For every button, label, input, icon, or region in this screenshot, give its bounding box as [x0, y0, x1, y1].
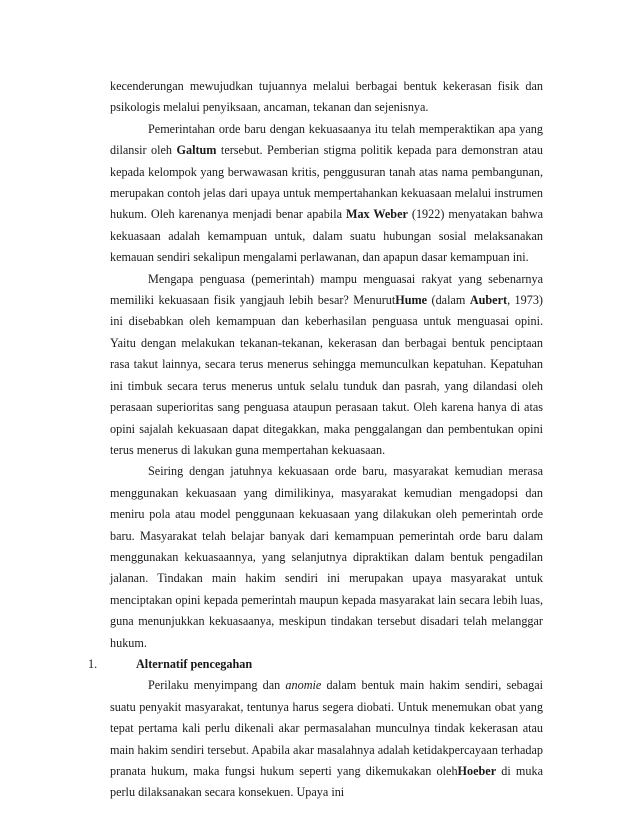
text-run: di muka perlu dilaksanakan secara konsekuen. Upaya ini: [110, 764, 544, 800]
paragraph: [110, 675, 543, 803]
body-text: [110, 76, 543, 654]
text-run: Perilaku menyimpang dan: [148, 678, 286, 693]
text-run: , 1973) ini disebabkan oleh kemampuan dan keberhasilan penguasa untuk menguasai opini. Yaitu dengan melakukan tekanan-tekanan, kekerasan dan berbagai bentuk penciptaan rasa takut lainnya, secara terus menerus sehingga memunculkan kepatuhan. Kepatuhan ini timbuk secara terus menerus untuk selalu tunduk dan pasrah, yang dilandasi oleh perasaan superioritas sang penguasa ataupun perasaan takut. Oleh karena hanya di atas opini sajalah kekuasaan dapat ditegakkan, maka penggalangan dan pembentukan opini terus menerus di lakukan guna mempertahan kekuasaan.: [110, 293, 543, 457]
text-run: Mengapa penguasa (pemerintah) mampu menguasai rakyat yang sebenarnya memiliki kekuasaan fisik yangjauh lebih besar? Menurut: [110, 271, 543, 308]
text-run: (1922) menyatakan bahwa kekuasaan adalah kemampuan untuk, dalam suatu hubungan sosial melaksanakan kemauan sendiri sekalipun mengalami perlawanan, dan apapun dasar kemampuan ini.: [110, 207, 543, 265]
section-title: Alternatif pencegahan: [136, 656, 253, 671]
text-run: (dalam: [427, 293, 470, 308]
bold-name: Aubert: [469, 293, 508, 308]
paragraph: [110, 76, 543, 119]
paragraph: [110, 269, 543, 462]
document-page: [88, 76, 544, 804]
bold-name: Max Weber: [345, 207, 408, 222]
text-run: Seiring dengan jatuhnya kekuasaan orde baru, masyarakat kemudian merasa menggunakan kekuasaan yang dimilikinya, masyarakat kemudian mengadopsi dan meniru pola atau model penggunaan kekuasaan yang dilakukan oleh pemerintah orde baru. Masyarakat telah belajar banyak dari kemampuan pemerintah orde baru dalam menggunakan kekuasaannya, yang selanjutnya dipraktikan dalam bentuk pengadilan jalanan. Tindakan main hakim sendiri ini merupakan upaya masyarakat untuk menciptakan opini kepada pemerintah maupun kepada masyarakat lain secara lebih luas, guna menunjukkan kekuasaanya, meskipun tindakan tersebut disadari telah melanggar hukum.: [110, 464, 543, 650]
section-number: 1.: [88, 656, 98, 671]
text-run: Pemerintahan orde baru dengan kekuasaanya itu telah memperaktikan apa yang dilansir oleh: [110, 121, 543, 158]
bold-name: Hoeber: [457, 764, 497, 778]
section-body-text: [110, 675, 543, 803]
bold-name: Galtum: [176, 143, 217, 158]
paragraph: [110, 461, 543, 654]
section-heading: [88, 654, 543, 675]
paragraph: [110, 119, 543, 269]
text-run: tersebut. Pemberian stigma politik kepada para demonstran atau kepada kelompok yang berwawasan kritis, penggusuran tanah atas nama pembangunan, merupakan contoh jelas dari upaya untuk mempertahankan kekuasaan melalui instrumen hukum. Oleh karenanya menjadi benar apabila: [110, 143, 543, 222]
text-run: kecenderungan mewujudkan tujuannya melalui berbagai bentuk kekerasan fisik dan psikologis melalui penyiksaan, ancaman, tekanan dan sejenisnya.: [110, 79, 543, 115]
text-run: dalam bentuk main hakim sendiri, sebagai suatu penyakit masyarakat, tentunya harus segera diobati. Untuk menemukan obat yang tepat pertama kali perlu dikenali akar permasalahan munculnya tindak kekerasan atau main hakim sendiri tersebut. Apabila akar masalahnya adalah ketidakpercayaan terhadap pranata hukum, maka fungsi hukum seperti yang dikemukakan oleh: [110, 678, 543, 778]
bold-name: Hume: [395, 293, 428, 308]
italic-term: anomie: [285, 678, 322, 693]
